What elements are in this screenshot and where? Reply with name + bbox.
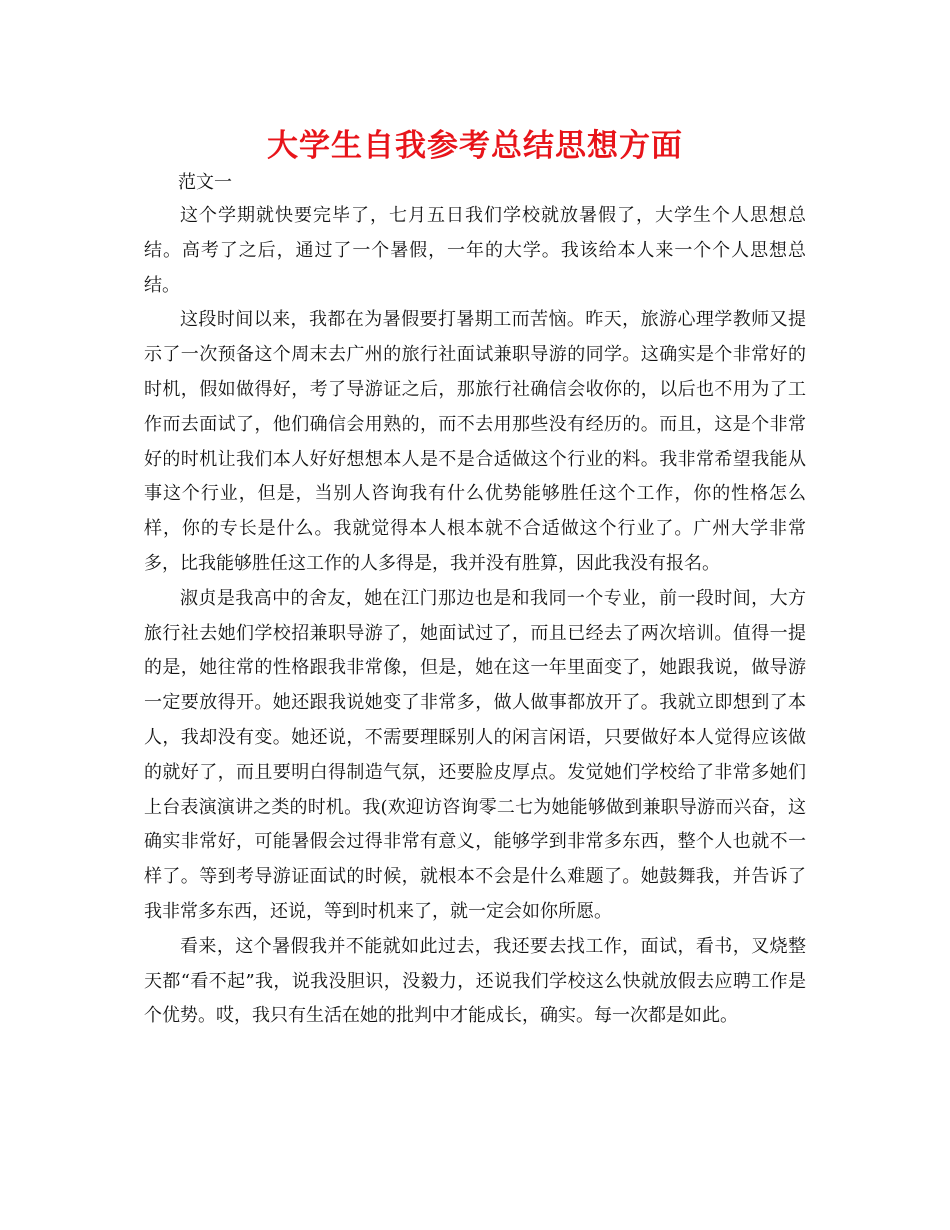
paragraph-4: 看来，这个暑假我并不能就如此过去，我还要去找工作，面试，看书，叉烧整天都“看不起”我，说我没胆识，没毅力，还说我们学校这么快就放假去应聘工作是个优势。哎，我只有生活在她的批判中才能成长，确实。每一次都是如此。 bbox=[144, 935, 806, 1027]
paragraph-3: 淑贞是我高中的舍友，她在江门那边也是和我同一个专业，前一段时间，大方旅行社去她们学校招兼职导游了，她面试过了，而且已经去了两次培训。值得一提的是，她往常的性格跟我非常像，但是，她在这一年里面变了，她跟我说，做导游一定要放得开。她还跟我说她变了非常多，做人做事都放开了。我就立即想到了本人，我却没有变。她还说，不需要理睬别人的闲言闲语，只要做好本人觉得应该做的就好了，而且要明白得制造气氛，还要脸皮厚点。发觉她们学校给了非常多她们上台表演演讲之类的时机。我(欢迎访咨询零二七为她能够做到兼职导游而兴奋，这确实非常好，可能暑假会过得非常有意义，能够学到非常多东西，整个人也就不一样了。等到考导游证面试的时候，就根本不会是什么难题了。她鼓舞我，并告诉了我非常多东西，还说，等到时机来了，就一定会如你所愿。 bbox=[144, 587, 806, 922]
paragraph-2: 这段时间以来，我都在为暑假要打暑期工而苦恼。昨天，旅游心理学教师又提示了一次预备这个周末去广州的旅行社面试兼职导游的同学。这确实是个非常好的时机，假如做得好，考了导游证之后，那旅行社确信会收你的，以后也不用为了工作而去面试了，他们确信会用熟的，而不去用那些没有经历的。而且，这是个非常好的时机让我们本人好好想想本人是不是合适做这个行业的料。我非常希望我能从事这个行业，但是，当别人咨询我有什么优势能够胜任这个工作，你的性格怎么样，你的专长是什么。我就觉得本人根本就不合适做这个行业了。广州大学非常多，比我能够胜任这工作的人多得是，我并没有胜算，因此我没有报名。 bbox=[144, 309, 806, 574]
document-body bbox=[144, 199, 806, 1034]
document-title: 大学生自我参考总结思想方面 bbox=[267, 128, 683, 164]
paragraph-1: 这个学期就快要完毕了，七月五日我们学校就放暑假了，大学生个人思想总结。高考了之后，通过了一个暑假，一年的大学。我该给本人来一个个人思想总结。 bbox=[144, 205, 806, 296]
section-label: 范文一 bbox=[178, 172, 232, 193]
